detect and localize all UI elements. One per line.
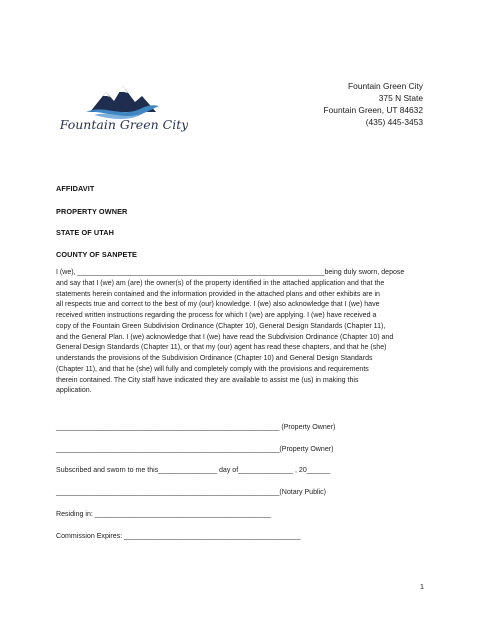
affidavit-body	[56, 268, 426, 397]
body-line: (Chapter 11), and that he (she) will fully and completely comply with the provisions and requirements	[56, 365, 369, 373]
page-number: 1	[419, 582, 424, 591]
body-line: I (we), _______________________________________________________________being duly sworn, depose	[56, 269, 405, 276]
city-logo	[60, 82, 188, 136]
address-phone: (435) 445-3453	[365, 117, 423, 127]
body-line: application.	[56, 387, 92, 395]
heading-county: COUNTY OF SANPETE	[56, 250, 138, 259]
body-line: statements herein contained and the information provided in the attached plans and other exhibits are in	[56, 290, 380, 298]
address-name: Fountain Green City	[348, 81, 423, 91]
body-line: understands the provisions of the Subdivision Ordinance (Chapter 10) and General Design Standards	[56, 355, 373, 362]
commission-expires-field[interactable]: Commission Expires: _____________________________________________	[56, 533, 301, 540]
heading-state: STATE OF UTAH	[56, 228, 115, 237]
body-line: copy of the Fountain Green Subdivision Ordinance (Chapter 10), General Design Standards (Chapter 11),	[56, 322, 386, 330]
subscribed-sworn-line[interactable]: Subscribed and sworn to me this_______________ day of______________ , 20______	[56, 467, 331, 474]
address-city: Fountain Green, UT 84632	[323, 105, 423, 115]
body-line: all respects true and correct to the best of my (our) knowledge. I (we) also acknowledge that I (we) have	[56, 301, 380, 309]
body-line: and the General Plan. I (we) acknowledge that I (we) have read the Subdivision Ordinance (Chapter 10) and	[56, 333, 394, 341]
city-address-block	[324, 80, 423, 128]
notary-public-signature-line[interactable]: _________________________________________________________(Notary Public)	[56, 489, 326, 496]
property-owner-signature-line-1[interactable]: _________________________________________________________ (Property Owner)	[56, 424, 336, 431]
property-owner-signature-line-2[interactable]: _________________________________________________________(Property Owner)	[56, 446, 334, 453]
body-line: therein contained. The City staff have indicated they are available to assist me (us) in making this	[56, 376, 359, 384]
mountain-logo-icon	[60, 82, 188, 136]
address-street: 375 N State	[378, 93, 423, 103]
heading-affidavit: AFFIDAVIT	[56, 184, 95, 193]
body-line: General Design Standards (Chapter 11), or that my (our) agent has read these chapters, and that he (she)	[56, 344, 387, 352]
residing-in-field[interactable]: Residing in: _____________________________________________	[56, 511, 272, 518]
body-line: and say that I (we) am (are) the owner(s) of the property identified in the attached application and that the	[56, 279, 385, 287]
logo-text: Fountain Green City	[60, 117, 188, 132]
body-line: received written instructions regarding the process for which I (we) are applying. I (we) have received a	[56, 312, 377, 319]
heading-property-owner: PROPERTY OWNER	[56, 207, 128, 216]
